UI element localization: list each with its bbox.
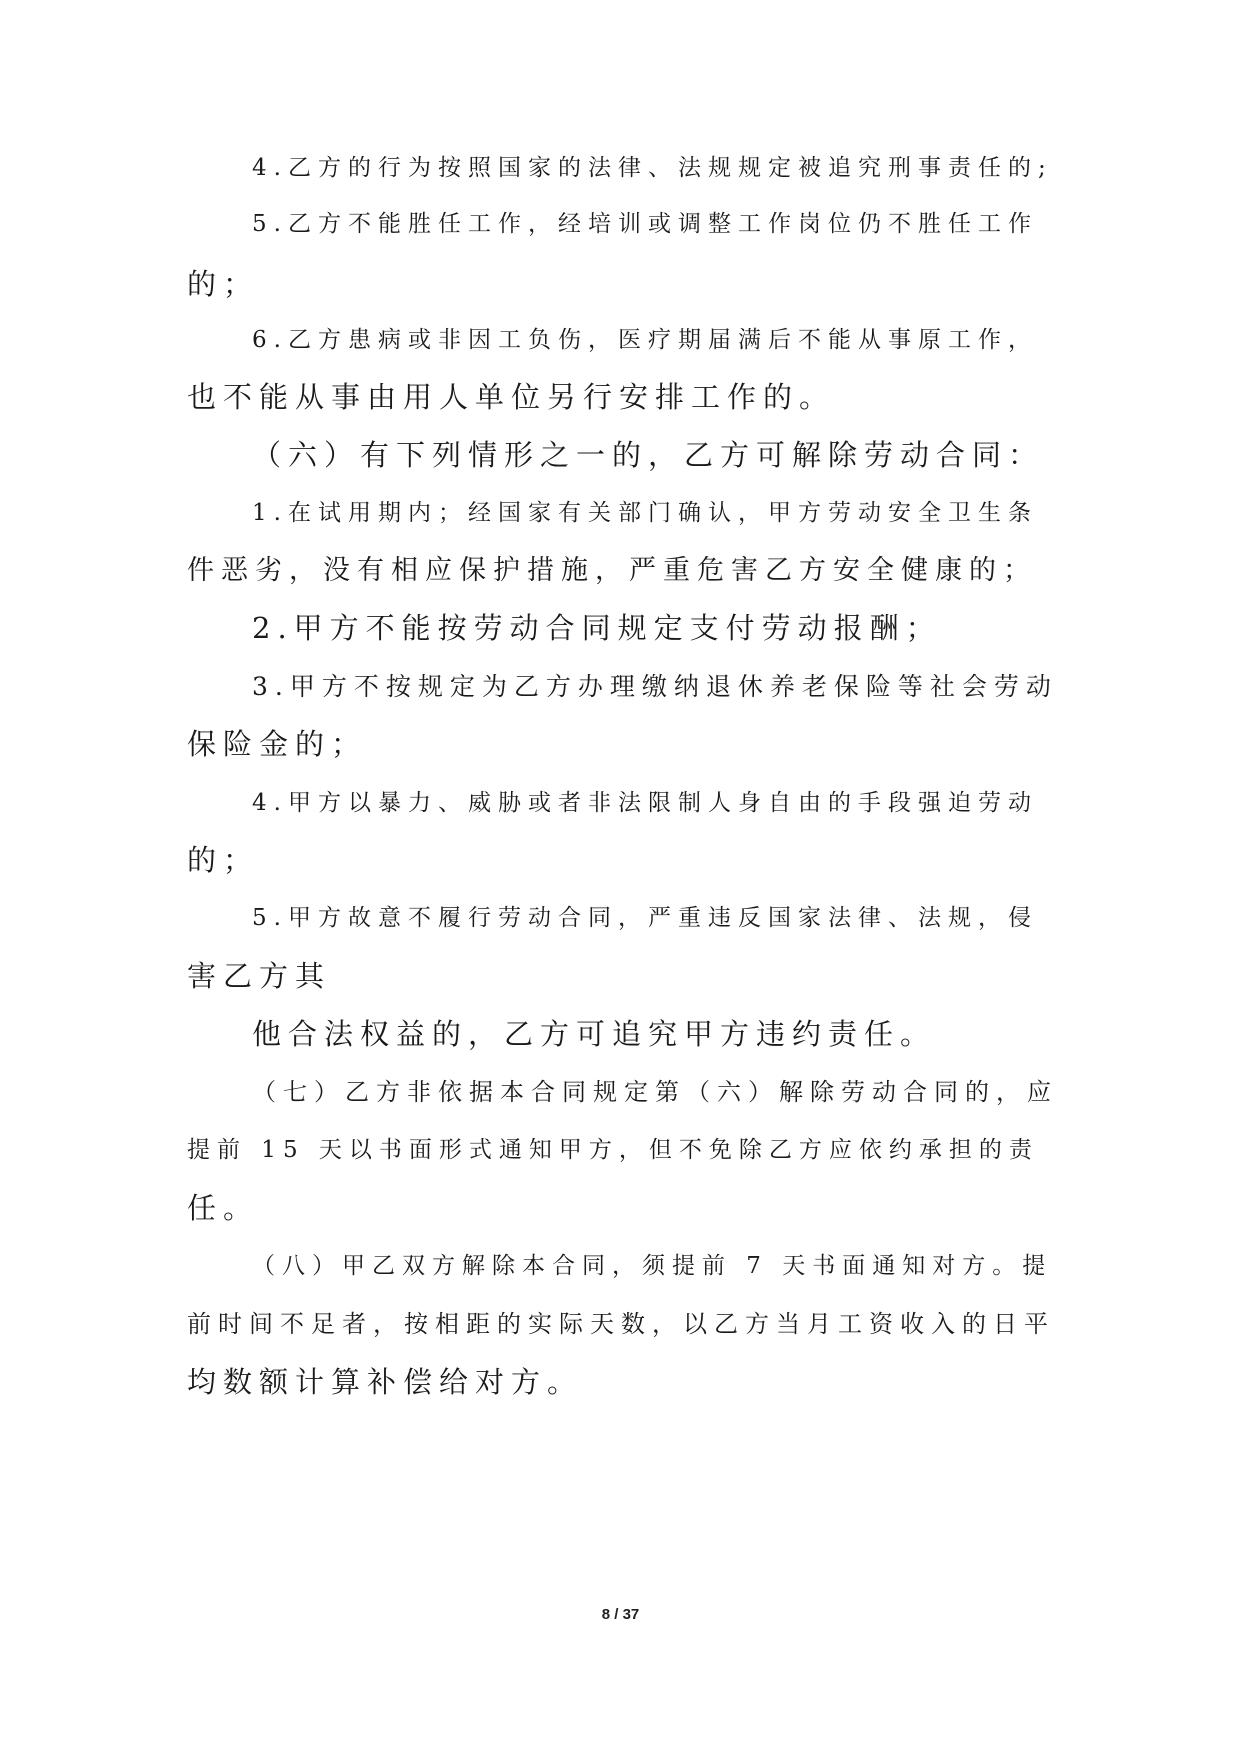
paragraph-line: （六）有下列情形之一的，乙方可解除劳动合同： — [252, 438, 1045, 472]
paragraph-line: （八）甲乙双方解除本合同，须提前 7 天书面通知对方。提 — [252, 1253, 1053, 1279]
page-number: 8 / 37 — [601, 1606, 640, 1623]
paragraph-line: 害乙方其 — [187, 959, 332, 993]
paragraph-line: 5.甲方故意不履行劳动合同，严重违反国家法律、法规，侵 — [252, 905, 1038, 931]
paragraph-line: 6.乙方患病或非因工负伤，医疗期届满后不能从事原工作， — [252, 327, 1038, 353]
paragraph-line: 保险金的； — [187, 727, 368, 761]
paragraph-line: （七）乙方非依据本合同规定第（六）解除劳动合同的，应 — [252, 1078, 1058, 1106]
paragraph-line: 提前 15 天以书面形式通知甲方，但不免除乙方应依约承担的责 — [187, 1137, 1039, 1163]
paragraph-line: 的； — [187, 267, 260, 301]
paragraph-line: 2.甲方不能按劳动合同规定支付劳动报酬； — [252, 611, 942, 645]
paragraph-line: 的； — [187, 843, 260, 877]
paragraph-line: 均数额计算补偿给对方。 — [187, 1365, 584, 1399]
paragraph-line: 任。 — [187, 1191, 260, 1225]
paragraph-line: 1.在试用期内；经国家有关部门确认，甲方劳动安全卫生条 — [252, 500, 1038, 526]
paragraph-line: 前时间不足者，按相距的实际天数，以乙方当月工资收入的日平 — [187, 1310, 1055, 1338]
paragraph-line: 5.乙方不能胜任工作，经培训或调整工作岗位仍不胜任工作 — [252, 211, 1038, 237]
paragraph-line: 3.甲方不按规定为乙方办理缴纳退休养老保险等社会劳动 — [252, 672, 1058, 701]
paragraph-line: 4.甲方以暴力、威胁或者非法限制人身自由的手段强迫劳动 — [252, 790, 1038, 816]
paragraph-line: 件恶劣，没有相应保护措施，严重危害乙方安全健康的； — [187, 555, 1037, 586]
paragraph-line: 也不能从事由用人单位另行安排工作的。 — [187, 380, 836, 414]
paragraph-line: 4.乙方的行为按照国家的法律、法规规定被追究刑事责任的; — [252, 155, 1053, 181]
paragraph-line: 他合法权益的，乙方可追究甲方违约责任。 — [252, 1017, 937, 1051]
